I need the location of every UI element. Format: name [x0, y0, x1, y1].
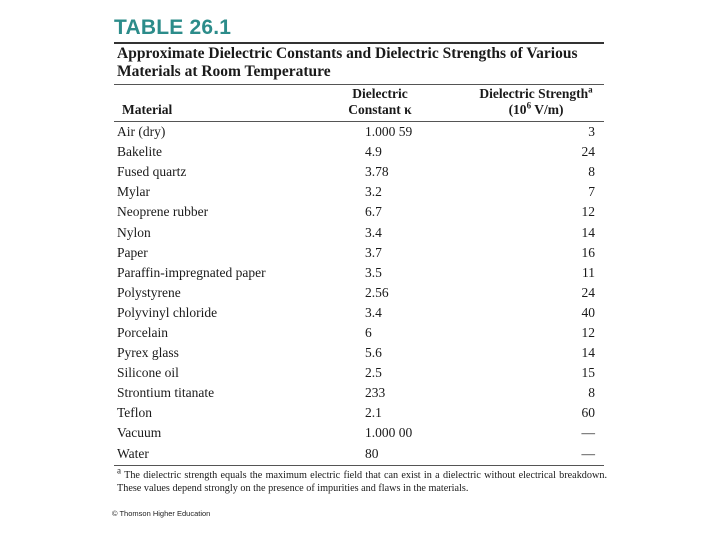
table-row — [117, 383, 595, 403]
dielectric-constant-cell: 3.2 — [365, 184, 382, 200]
dielectric-strength-cell: 7 — [588, 184, 595, 200]
footnote-mark: a — [588, 84, 593, 95]
dielectric-strength-cell: 15 — [581, 365, 595, 381]
table-row — [117, 323, 595, 343]
table-row — [117, 162, 595, 182]
table-footnote: $^a$ The dielectric strength equals the maximum electric field that can exist in a dielectric without electrical breakdown. These values depend strongly on the presence of impurities and flaws in the materials. — [117, 465, 607, 494]
table-label: TABLE 26.1 — [114, 16, 232, 39]
dielectric-strength-cell: 14 — [581, 345, 595, 361]
table-row — [117, 182, 595, 202]
top-rule — [114, 42, 604, 44]
material-cell: Polyvinyl chloride — [117, 304, 218, 320]
dielectric-constant-cell: 5.6 — [365, 345, 382, 361]
table-row — [117, 363, 595, 383]
table-row — [117, 222, 595, 242]
dielectric-constant-cell: 3.5 — [365, 264, 382, 280]
dielectric-strength-cell: 24 — [581, 284, 595, 300]
material-cell: Neoprene rubber — [117, 204, 209, 220]
dielectric-strength-cell: 12 — [581, 324, 595, 340]
material-cell: Pyrex glass — [117, 345, 179, 361]
material-cell: Mylar — [117, 184, 150, 200]
dielectric-constant-cell: 2.5 — [365, 365, 382, 381]
dielectric-constant-cell: 6.7 — [365, 204, 382, 220]
dielectric-strength-cell: 14 — [581, 224, 595, 240]
header-strength-line2: ($10^6$ V/m) — [508, 100, 564, 117]
table-row — [117, 423, 595, 443]
table-row — [117, 283, 595, 303]
material-cell: Strontium titanate — [117, 385, 215, 401]
material-cell: Fused quartz — [117, 164, 187, 180]
copyright-notice: © Thomson Higher Education — [112, 509, 211, 518]
material-cell: Porcelain — [117, 324, 168, 340]
dielectric-constant-cell: 3.7 — [365, 244, 382, 260]
dielectric-strength-cell: 11 — [582, 264, 595, 280]
dielectric-constant-cell: 1.000 59 — [365, 124, 413, 140]
table-caption: Approximate Dielectric Constants and Dielectric Strengths of Various Materials at Room Temperature — [117, 45, 578, 80]
header-strength-line1: Dielectric Strength$^a$ — [479, 84, 593, 101]
material-cell: Teflon — [117, 405, 153, 421]
dielectric-strength-cell: — — [581, 425, 595, 441]
material-cell: Paper — [117, 244, 148, 260]
header-material: Material — [122, 102, 173, 117]
table-row — [117, 243, 595, 263]
caption-rule — [114, 84, 604, 85]
material-cell: Nylon — [117, 224, 151, 240]
material-cell: Water — [117, 445, 149, 461]
dielectric-strength-cell: — — [581, 445, 595, 461]
material-cell: Air (dry) — [117, 124, 166, 140]
bottom-rule — [114, 465, 604, 466]
dielectric-constant-cell: 233 — [365, 385, 386, 401]
dielectric-strength-cell: 8 — [588, 385, 595, 401]
table-row — [117, 444, 595, 464]
dielectric-constant-cell: 80 — [365, 445, 379, 461]
table-row — [117, 263, 595, 283]
dielectric-constant-cell: 3.4 — [365, 224, 382, 240]
dielectric-strength-cell: 12 — [581, 204, 595, 220]
table-row — [117, 142, 595, 162]
dielectric-strength-cell: 8 — [588, 164, 595, 180]
dielectric-strength-cell: 24 — [581, 144, 595, 160]
material-cell: Polystyrene — [117, 284, 181, 300]
table-row — [117, 122, 595, 142]
table-row — [117, 343, 595, 363]
header-dielectric-constant — [340, 86, 420, 118]
dielectric-constant-cell: 4.9 — [365, 144, 382, 160]
table-row — [117, 303, 595, 323]
material-cell: Silicone oil — [117, 365, 179, 381]
dielectric-strength-cell: 40 — [581, 304, 595, 320]
material-cell: Vacuum — [117, 425, 162, 441]
material-cell: Bakelite — [117, 144, 162, 160]
dielectric-constant-cell: 2.56 — [365, 284, 389, 300]
header-constant-line2: Constant κ — [348, 102, 412, 117]
dielectric-constant-cell: 3.78 — [365, 164, 389, 180]
header-constant-line1: Dielectric — [352, 86, 408, 101]
materials-table — [117, 122, 595, 464]
dielectric-constant-cell: 1.000 00 — [365, 425, 413, 441]
table-row — [117, 202, 595, 222]
dielectric-strength-cell: 16 — [581, 244, 595, 260]
dielectric-constant-cell: 2.1 — [365, 405, 382, 421]
material-cell: Paraffin-impregnated paper — [117, 264, 266, 280]
dielectric-strength-cell: 60 — [581, 405, 595, 421]
dielectric-strength-cell: 3 — [588, 124, 595, 140]
dielectric-constant-cell: 6 — [365, 324, 372, 340]
table-row — [117, 403, 595, 423]
dielectric-constant-cell: 3.4 — [365, 304, 382, 320]
header-dielectric-strength — [472, 86, 600, 118]
